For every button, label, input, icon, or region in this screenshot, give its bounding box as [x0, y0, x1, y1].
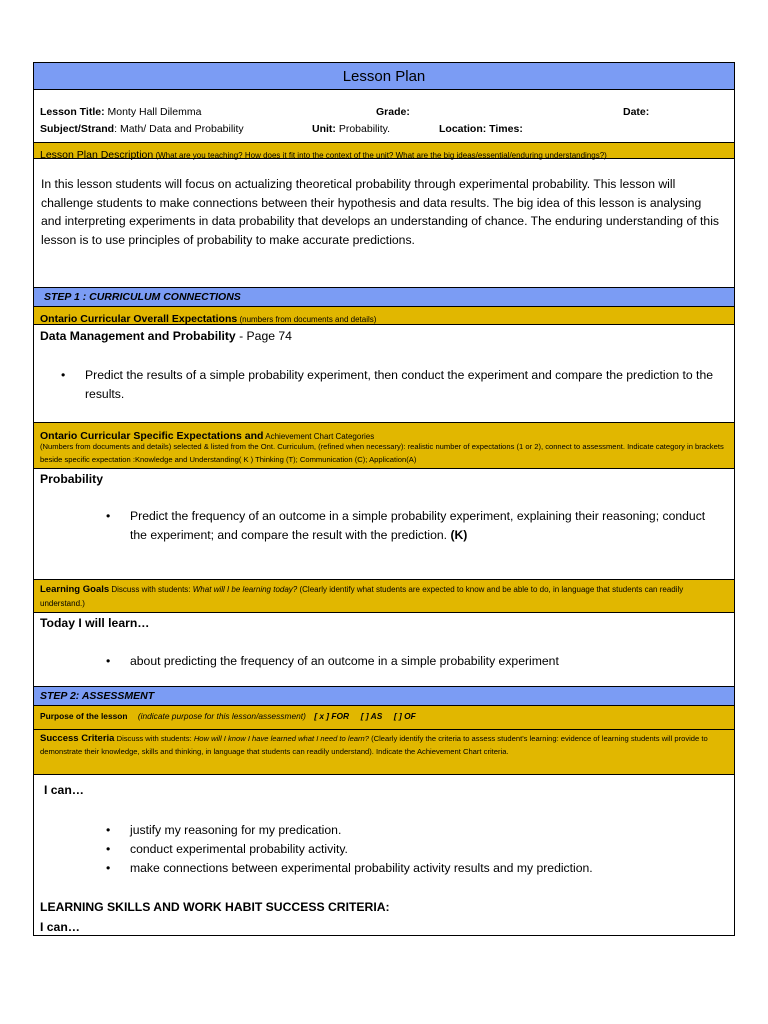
success-criteria-heading: Success Criteria — [40, 733, 115, 744]
specific-expectations-header — [34, 423, 734, 469]
description-text: In this lesson students will focus on actualizing theoretical probability through experimental probability. This lesson will challenge students to make connections between their hypothesis and data results. The big idea of this lesson is analysing and interpreting experiments in data probability that develops an understanding of chance. The enduring understanding of this lesson is to use principles of probability to make accurate predictions. — [41, 177, 719, 247]
overall-page: - Page 74 — [235, 329, 292, 343]
learning-goals-body — [34, 613, 734, 687]
description-header — [34, 142, 734, 159]
step1-heading: STEP 1 : CURRICULUM CONNECTIONS — [44, 291, 241, 303]
date-field: Date: — [623, 106, 650, 118]
step2-heading: STEP 2: ASSESSMENT — [40, 690, 155, 702]
learning-goals-header: Learning Goals Discuss with students: What will I be learning today? (Clearly identify what students are expected to know and be able to do, in language that students can readily understand.) — [34, 580, 734, 613]
list-item: • Predict the frequency of an outcome in a simple probability experiment, explaining their reasoning; conduct the experiment; and compare the result with the prediction. (K) — [130, 507, 710, 545]
specific-expectations-body — [34, 469, 734, 580]
step1-header — [34, 288, 734, 307]
specific-heading-small: Achievement Chart Categories — [263, 432, 375, 441]
category-tag: (K) — [447, 528, 468, 542]
learning-skills-lead: I can… — [40, 920, 80, 934]
overall-heading: Ontario Curricular Overall Expectations — [40, 313, 238, 325]
specific-list — [130, 507, 710, 545]
overall-hint: (numbers from documents and details) — [237, 315, 377, 324]
subject-field: Subject/Strand: Math/ Data and Probability — [40, 123, 244, 135]
learning-goals-lead: Today I will learn… — [40, 616, 150, 630]
list-item: • about predicting the frequency of an outcome in a simple probability experiment — [130, 652, 710, 671]
overall-expectations-header — [34, 307, 734, 325]
purpose-hint: (indicate purpose for this lesson/assessment) — [137, 711, 306, 721]
overall-list — [85, 366, 715, 404]
description-heading: Lesson Plan Description — [40, 149, 154, 161]
list-item: • justify my reasoning for my predication. — [130, 821, 720, 840]
success-criteria-header: Success Criteria Discuss with students: How will I know I have learned what I need to learn? (Clearly identify the criteria to assess student's learning: evidence of learning students will provide to demonstrate their knowledge, skills and thinking, in language that students can readily understand). Indicate the Achievement Chart criteria. — [34, 730, 734, 775]
learning-skills-heading: LEARNING SKILLS AND WORK HABIT SUCCESS CRITERIA: — [40, 900, 390, 914]
success-list — [130, 821, 720, 878]
overall-strand: Data Management and Probability — [40, 329, 236, 343]
list-item: • make connections between experimental probability activity results and my prediction. — [130, 859, 720, 878]
form-title-text: Lesson Plan — [342, 68, 426, 85]
specific-hint: (Numbers from documents and details) selected & listed from the Ont. Curriculum, (refined when necessary): realistic number of expectations (1 or 2), connect to assessment. Indicate category in brackets beside specific expectation :Knowledge and Understanding( K ) Thinking (T); Communication (C); Application(A) — [40, 442, 724, 464]
unit-field: Unit: Probability. — [312, 123, 391, 135]
lesson-plan-form — [33, 62, 735, 936]
purpose-row — [34, 706, 734, 730]
overall-expectations-body — [34, 325, 734, 423]
success-lead: I can… — [44, 783, 84, 797]
purpose-options: [ x ] FOR [ ] AS [ ] OF — [314, 711, 416, 721]
grade-field: Grade: — [376, 106, 410, 118]
description-hint: (What are you teaching? How does it fit into the context of the unit? What are the big ideas/essential/enduring understandings?) — [153, 151, 607, 160]
step2-header — [34, 687, 734, 706]
location-times-field: Location: Times: — [439, 123, 523, 135]
lesson-title-field: Lesson Title: Monty Hall Dilemma — [40, 106, 202, 118]
lesson-info — [34, 90, 734, 142]
form-title — [34, 63, 734, 90]
list-item: • Predict the results of a simple probability experiment, then conduct the experiment and compare the prediction to the results. — [85, 366, 715, 404]
description-body — [34, 159, 734, 288]
learning-goals-heading: Learning Goals — [40, 584, 110, 595]
success-criteria-body — [34, 775, 734, 935]
purpose-label: Purpose of the lesson — [40, 711, 128, 721]
specific-strand: Probability — [40, 472, 103, 486]
learning-goals-list — [130, 652, 710, 671]
list-item: • conduct experimental probability activity. — [130, 840, 720, 859]
specific-heading: Ontario Curricular Specific Expectations and — [40, 430, 264, 442]
